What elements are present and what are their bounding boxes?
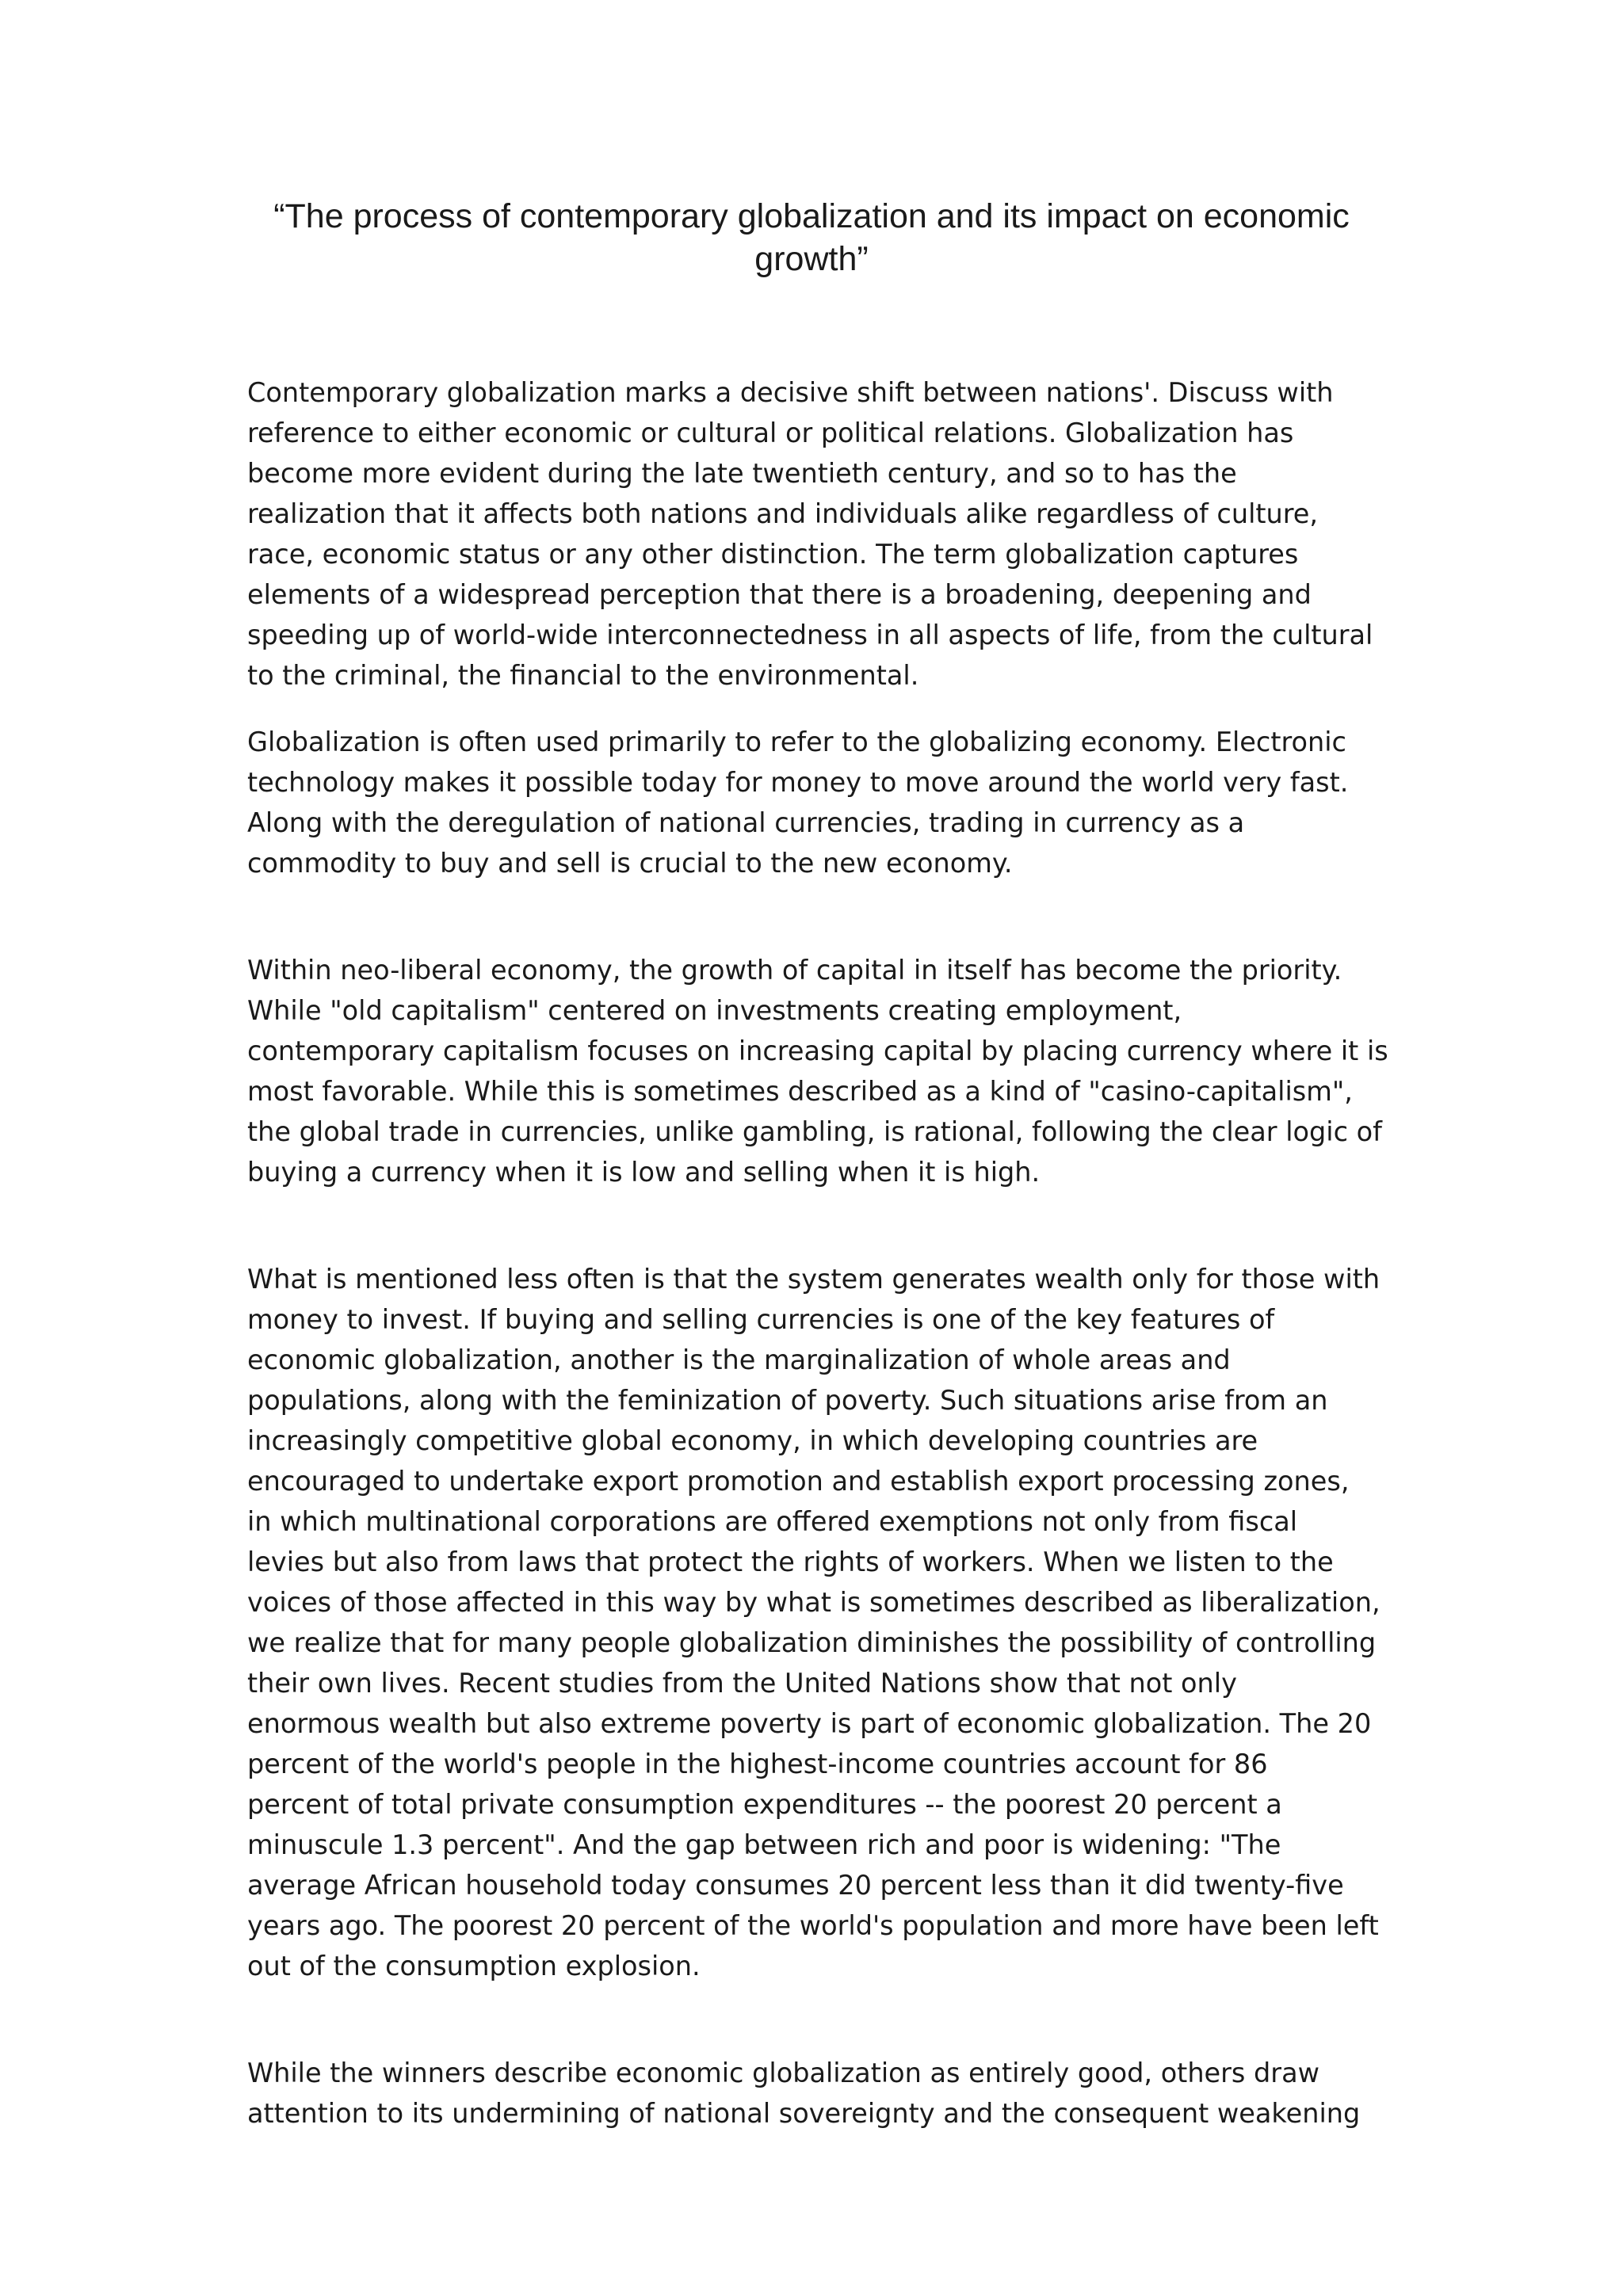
paragraph-5: While the winners describe economic globalization as entirely good, others draw attention to its undermining of national sovereignty and the consequent weakening (247, 2058, 1361, 2129)
document-body (247, 372, 1388, 2134)
document-title: “The process of contemporary globalization and its impact on economic growth” (273, 197, 1350, 278)
paragraph-2: Globalization is often used primarily to refer to the globalizing economy. Electronic technology makes it possible today for money to move around the world very fast. Along with the deregulation of national currencies, trading in currency as a commodity to buy and sell is crucial to the new economy. (247, 727, 1349, 879)
paragraph-3: Within neo-liberal economy, the growth of capital in itself has become the priority. While "old capitalism" centered on investments creating employment, contemporary capitalism focuses on increasing capital by placing currency where it is most favorable. While this is sometimes described as a kind of "casino-capitalism", the global trade in currencies, unlike gambling, is rational, following the clear logic of buying a currency when it is low and selling when it is high. (247, 955, 1388, 1188)
paragraph-4: What is mentioned less often is that the system generates wealth only for those with money to invest. If buying and selling currencies is one of the key features of economic globalization, another is the marginalization of whole areas and populations, along with the feminization of poverty. Such situations arise from an increasingly competitive global economy, in which developing countries are encouraged to undertake export promotion and establish export processing zones, in which multinational corporations are offered exemptions not only from fiscal levies but also from laws that protect the rights of workers. When we listen to the voices of those affected in this way by what is sometimes described as liberalization, we realize that for many people globalization diminishes the possibility of controlling their own lives. Recent studies from the United Nations show that not only enormous wealth but also extreme poverty is part of economic globalization. The 20 percent of the world's people in the highest-income countries account for 86 percent of total private consumption expenditures -- the poorest 20 percent a minuscule 1.3 percent". And the gap between rich and poor is widening: "The average African household today consumes 20 percent less than it did twenty-five years ago. The poorest 20 percent of the world's population and more have been left out of the consumption explosion. (247, 1264, 1381, 1981)
paragraph-1: Contemporary globalization marks a decisive shift between nations'. Discuss with reference to either economic or cultural or political relations. Globalization has become more evident during the late twentieth century, and so to has the realization that it affects both nations and individuals alike regardless of culture, race, economic status or any other distinction. The term globalization captures elements of a widespread perception that there is a broadening, deepening and speeding up of world-wide interconnectedness in all aspects of life, from the cultural to the criminal, the financial to the environmental. (247, 377, 1373, 691)
